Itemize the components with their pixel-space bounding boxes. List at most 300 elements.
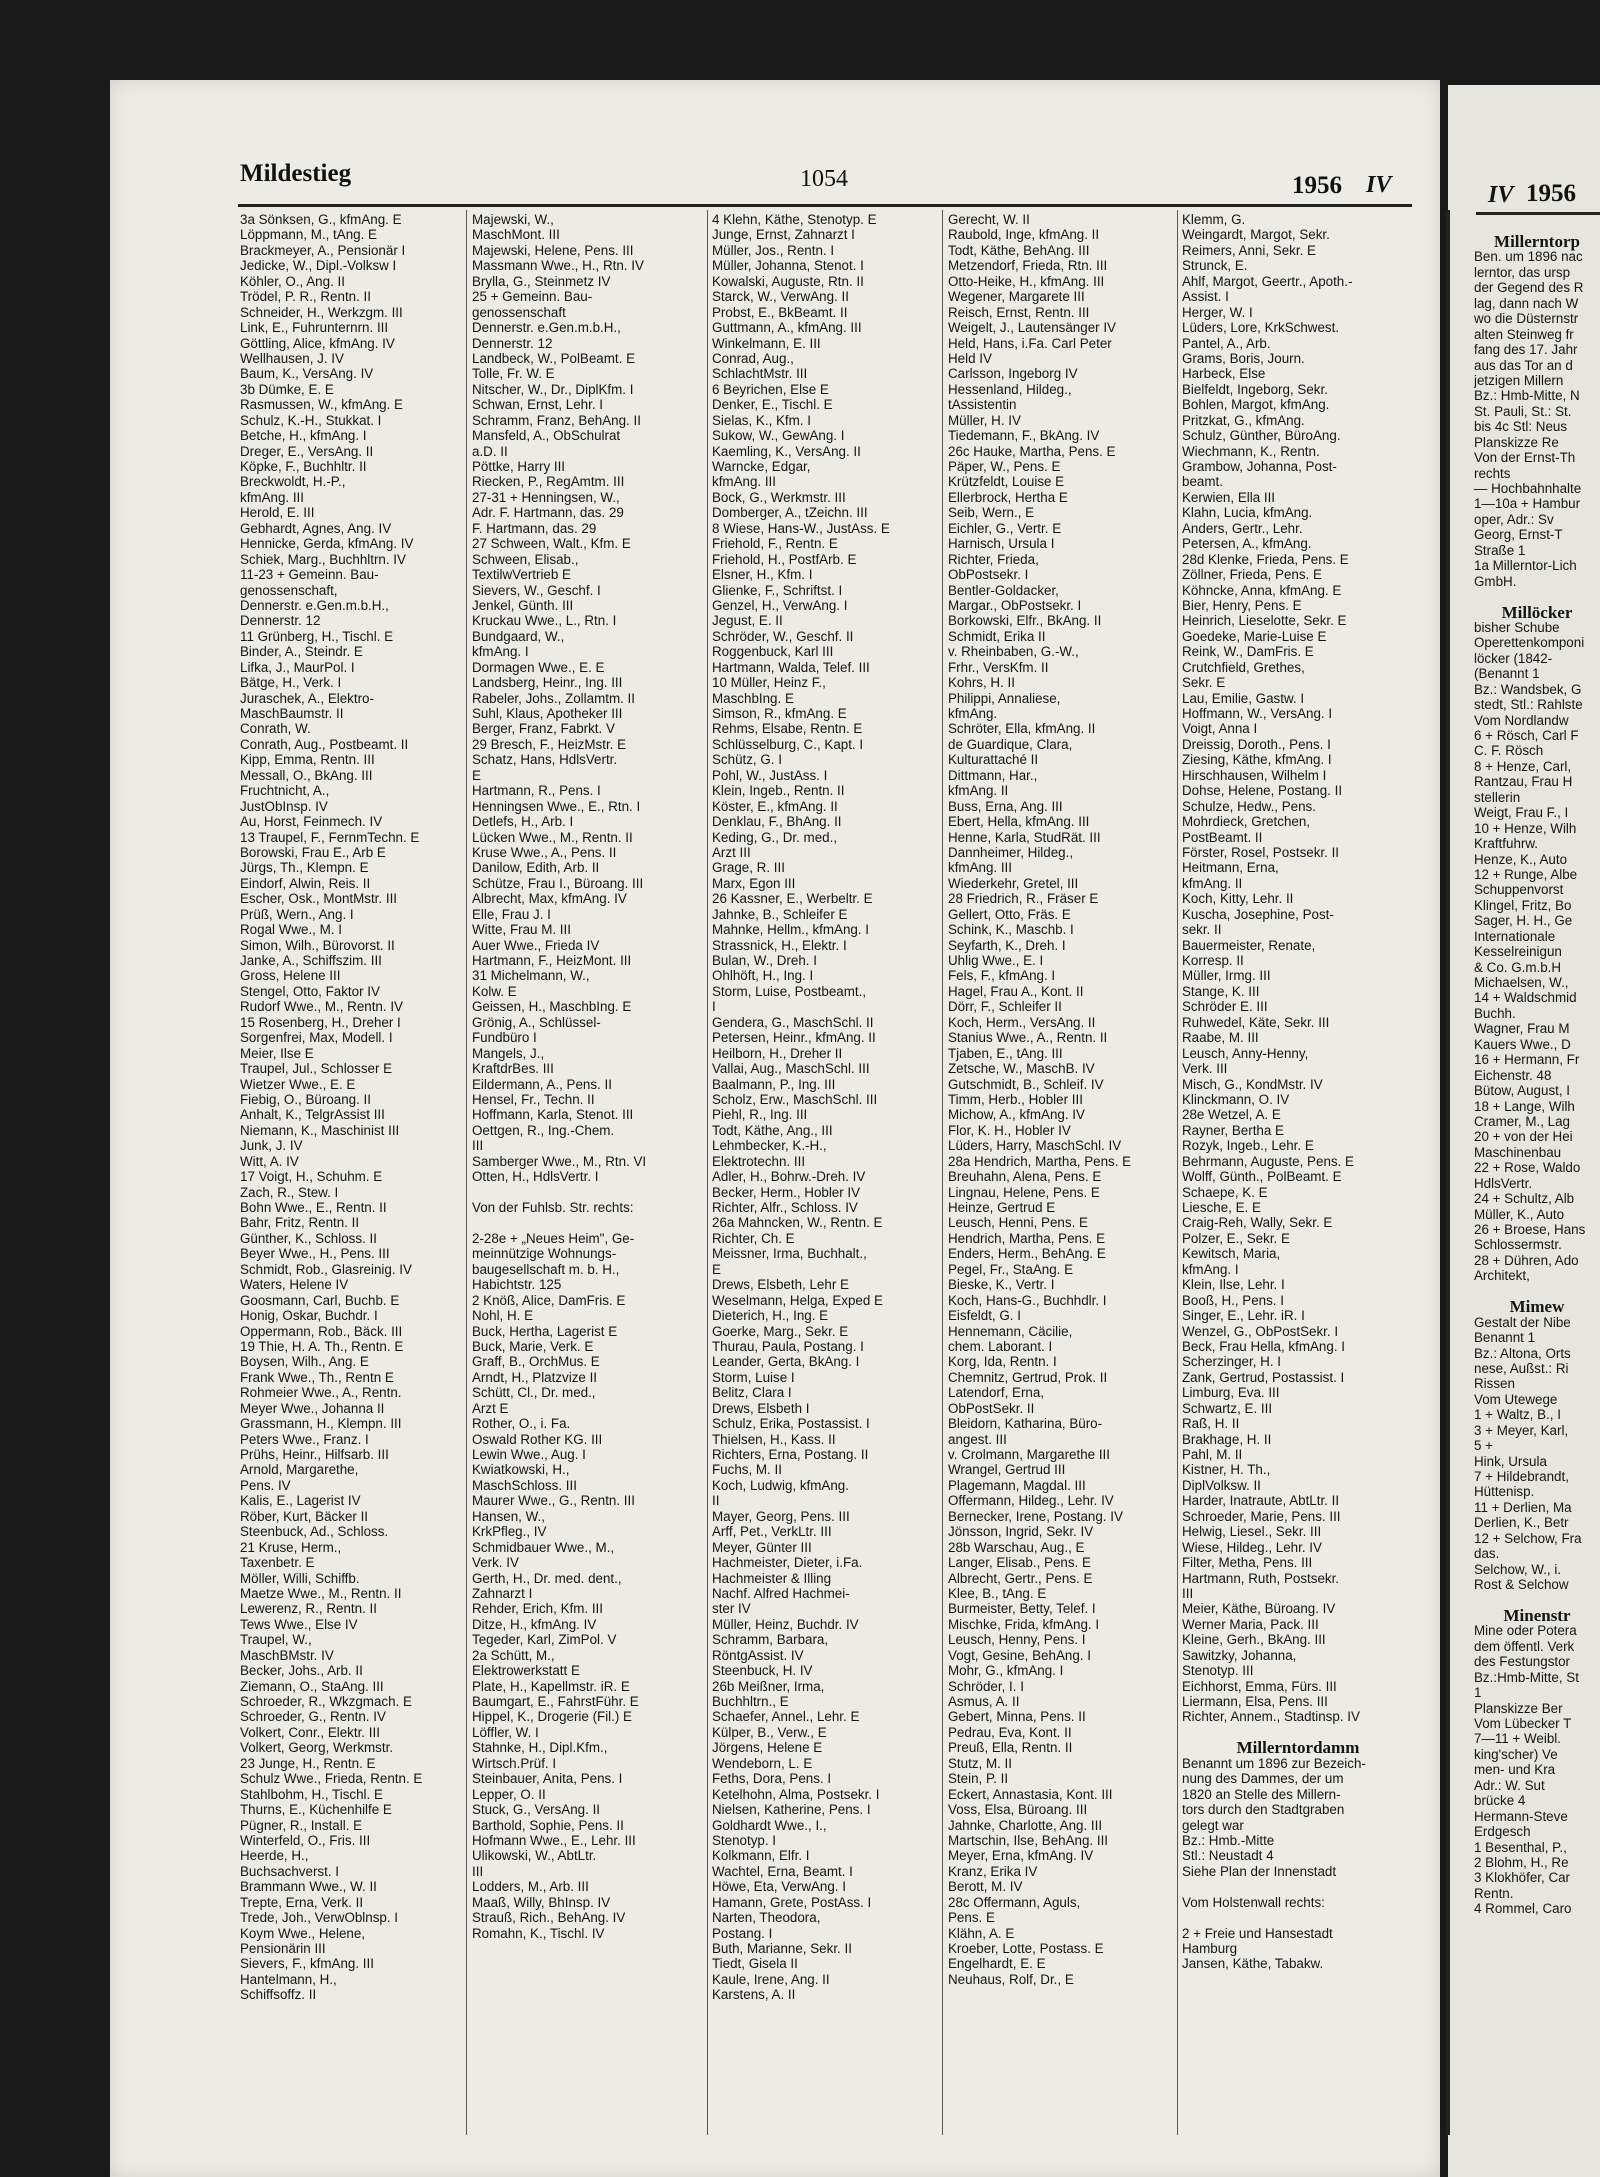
directory-entry: Rehms, Elsabe, Rentn. E [712,721,863,737]
directory-entry: Fruchtnicht, A., [240,783,330,799]
directory-entry: Michaelsen, W., [1474,975,1569,990]
directory-entry: Schulz, Erika, Postassist. I [712,1416,870,1432]
directory-entry: Zöllner, Frieda, Pens. E [1182,567,1322,583]
directory-entry: bisher Schube [1474,619,1560,635]
directory-entry: Barthold, Sophie, Pens. II [472,1817,624,1833]
directory-entry: Hansen, W., [472,1508,545,1524]
directory-entry: Habichtstr. 125 [472,1277,562,1293]
directory-entry: Erdgesch [1474,1824,1531,1840]
directory-entry: Päper, W., Pens. E [948,459,1061,474]
directory-entry: Külper, B., Verw., E [712,1724,827,1740]
directory-entry: Schramm, Barbara, [712,1632,829,1648]
directory-entry: Weingardt, Margot, Sekr. [1182,227,1330,243]
directory-entry: III [1182,1585,1194,1601]
directory-entry: Pügner, R., Install. E [240,1817,363,1833]
directory-entry: Kowalski, Auguste, Rtn. II [712,273,864,289]
directory-entry: Niemann, K., Maschinist III [240,1122,400,1138]
directory-entry: Elsner, H., Kfm. I [712,567,813,583]
directory-entry: Conrath, W. [240,721,311,737]
directory-entry: Weigt, Frau F., I [1474,805,1569,821]
directory-entry: Operettenkomponi [1474,635,1585,651]
directory-entry: Warncke, Edgar, [712,459,811,474]
directory-entry: Rayner, Bertha E [1182,1122,1284,1138]
directory-entry: Volkert, Conr., Elektr. III [240,1724,380,1740]
directory-entry: Leusch, Henny, Pens. I [948,1632,1086,1648]
directory-entry: Korg, Ida, Rentn. I [948,1354,1057,1370]
directory-entry: Planskizze Ber [1474,1700,1563,1716]
directory-entry: Ziesing, Käthe, kfmAng. I [1182,752,1332,768]
directory-entry: JustObInsp. IV [240,798,328,814]
directory-entry: Roggenbuck, Karl III [712,644,834,660]
directory-entry: Kroeber, Lotte, Postass. E [948,1941,1104,1956]
directory-entry: Bier, Henry, Pens. E [1182,597,1302,613]
directory-entry: Offermann, Hildeg., Lehr. IV [948,1493,1114,1509]
directory-entry: Uhlig Wwe., E. I [948,953,1044,968]
directory-entry: Möller, Willi, Schiffb. [240,1570,360,1586]
directory-entry: Eindorf, Alwin, Reis. II [240,875,371,891]
directory-entry: Volkert, Georg, Werkmstr. [240,1740,394,1756]
directory-entry: 28e Wetzel, A. E [1182,1107,1281,1123]
directory-entry: Anhalt, K., TelgrAssist III [240,1107,385,1123]
directory-entry: E [712,1261,721,1277]
directory-entry: Dieterich, H., Ing. E [712,1308,829,1324]
directory-entry: Schink, K., Maschb. I [948,922,1074,938]
directory-entry: Suhl, Klaus, Apotheker III [472,706,623,721]
directory-entry: 26b Meißner, Irma, [712,1678,825,1694]
directory-entry: Strunck, E. [1182,258,1248,274]
directory-entry: Henne, Karla, StudRät. III [948,829,1101,845]
directory-entry: Siehe Plan der Innenstadt [1182,1863,1337,1879]
directory-entry: Stange, K. III [1182,983,1260,999]
directory-entry: Burmeister, Betty, Telef. I [948,1601,1096,1617]
directory-entry: Schlossermstr. [1474,1237,1562,1253]
directory-entry: Hoffmann, Karla, Stenot. III [472,1107,634,1123]
directory-entry: Vom Utewege [1474,1391,1558,1407]
directory-entry: Klähn, A. E [948,1925,1015,1941]
directory-entry: Lehmbecker, K.-H., [712,1138,827,1154]
directory-entry: Albrecht, Max, kfmAng. IV [472,891,627,907]
directory-entry: Beyer Wwe., H., Pens. III [240,1246,390,1262]
directory-entry: Witt, A. IV [240,1153,299,1169]
directory-entry: Kuscha, Josephine, Post- [1182,906,1334,922]
directory-entry: 2-28e + „Neues Heim", Ge- [472,1230,635,1246]
directory-entry: Nohl, H. E [472,1308,534,1324]
directory-entry: 4 Klehn, Käthe, Stenotyp. E [712,212,877,227]
directory-entry [472,1215,705,1230]
directory-entry: Lodders, M., Arb. III [472,1879,589,1895]
directory-entry: Koym Wwe., Helene, [240,1925,366,1941]
directory-entry: Fuchs, M. II [712,1462,782,1478]
directory-entry: Genzel, H., VerwAng. I [712,597,848,613]
directory-entry: Meyer, Günter III [712,1539,812,1555]
directory-entry: Gerth, H., Dr. med. dent., [472,1570,622,1586]
directory-entry: Pöttke, Harry III [472,459,566,474]
directory-entry: Polzer, E., Sekr. E [1182,1230,1290,1246]
directory-entry: Bundgaard, W., [472,628,565,644]
directory-entry: Heilborn, H., Dreher II [712,1045,843,1061]
directory-entry: Cramer, M., Lag [1474,1113,1570,1129]
directory-entry: Dormagen Wwe., E. E [472,659,605,675]
directory-entry: Bz.: Wandsbek, G [1474,681,1582,697]
directory-entry: Verk. IV [472,1555,519,1571]
directory-entry: Henze, K., Auto [1474,851,1568,867]
directory-entry: Arzt E [472,1400,509,1416]
directory-entry: Timm, Herb., Hobler III [948,1091,1083,1107]
directory-entry: Held IV [948,350,992,366]
directory-entry: Steenbuck, H. IV [712,1663,813,1679]
directory-entry: Rantzau, Frau H [1474,774,1573,790]
page-number: 1054 [800,166,848,192]
directory-entry: Wirtsch.Prüf. I [472,1755,557,1771]
directory-entry: Todt, Käthe, BehAng. III [948,242,1090,258]
directory-entry: Jansen, Käthe, Tabakw. [1182,1956,1324,1972]
directory-entry: Baum, K., VersAng. IV [240,366,374,382]
directory-entry: 10 + Henze, Wilh [1474,820,1577,836]
directory-entry: Jahnke, Charlotte, Ang. III [948,1817,1103,1833]
directory-entry: Pantel, A., Arb. [1182,335,1271,351]
directory-entry: Massmann Wwe., H., Rtn. IV [472,258,644,274]
directory-entry: Traupel, Jul., Schlosser E [240,1061,393,1077]
directory-entry: Vogt, Gesine, BehAng. I [948,1647,1091,1663]
directory-entry: Reink, W., DamFris. E [1182,644,1314,660]
directory-entry: Traupel, W., [240,1632,312,1648]
directory-entry: Hamann, Grete, PostAss. I [712,1894,872,1910]
directory-entry: nung des Dammes, der um [1182,1771,1344,1787]
directory-entry: Oppermann, Rob., Bäck. III [240,1323,403,1339]
directory-entry: MaschBaumstr. II [240,706,344,721]
directory-entry: Raß, H. II [1182,1416,1240,1432]
directory-entry: Löppmann, M., tAng. E [240,227,377,243]
directory-entry: Drews, Elsbeth, Lehr E [712,1277,849,1293]
directory-entry: Berger, Franz, Fabrkt. V [472,721,615,737]
directory-entry: Steenbuck, Ad., Schloss. [240,1524,389,1540]
directory-entry: Bz.: Hmb.-Mitte [1182,1832,1275,1848]
directory-entry: Metzendorf, Frieda, Rtn. III [948,258,1108,274]
right-page-column [1474,234,1600,1917]
directory-entry: Stengel, Otto, Faktor IV [240,983,380,999]
directory-entry: Trödel, P. R., Rentn. II [240,289,371,305]
directory-entry: lerntor, das ursp [1474,264,1571,280]
directory-entry: Schütze, Frau I., Büroang. III [472,875,644,891]
directory-entry: Arff, Pet., VerkLtr. III [712,1524,832,1540]
directory-entry: Kranz, Erika IV [948,1863,1038,1879]
directory-entry: Wenzel, G., ObPostSekr. I [1182,1323,1339,1339]
directory-entry: Meyer Wwe., Johanna II [240,1400,385,1416]
directory-entry: Sorgenfrei, Max, Modell. I [240,1030,393,1046]
directory-entry: Scholz, Erw., MaschSchl. III [712,1091,878,1107]
directory-entry: Fels, F., kfmAng. I [948,968,1056,984]
directory-entry: Hessenland, Hildeg., [948,381,1072,397]
directory-entry: Zetsche, W., MaschB. IV [948,1061,1095,1077]
directory-entry: Kesselreinigun [1474,944,1562,960]
directory-entry: Hartmann, R., Pens. I [472,783,601,799]
directory-entry: DiplVolksw. II [1182,1477,1261,1493]
directory-entry: Zahnarzt I [472,1585,533,1601]
directory-entry: 28c Offermann, Aguls, [948,1894,1081,1910]
directory-entry: nese, Außst.: Ri [1474,1360,1569,1376]
directory-entry: Martschin, Ilse, BehAng. III [948,1832,1109,1848]
directory-entry: Kaule, Irene, Ang. II [712,1971,830,1987]
directory-entry: kfmAng. [948,706,998,721]
directory-entry: Buth, Marianne, Sekr. II [712,1941,852,1956]
directory-entry: kfmAng. III [948,860,1012,876]
directory-entry: sekr. II [1182,922,1222,938]
directory-entry: Stanius Wwe., A., Rentn. II [948,1030,1108,1046]
directory-entry: 3 + Meyer, Karl, [1474,1422,1569,1438]
directory-entry: Karstens, A. II [712,1987,796,2003]
directory-entry: Domberger, A., tZeichn. III [712,505,868,521]
directory-entry: KraftdrBes. III [472,1061,554,1077]
directory-entry: Eckert, Annastasia, Kont. III [948,1786,1113,1802]
directory-entry: Langer, Elisab., Pens. E [948,1555,1091,1571]
directory-entry: Schiek, Marg., Buchhltrn. IV [240,551,406,567]
directory-entry: Hachmeister, Dieter, i.Fa. [712,1555,863,1571]
directory-entry: rechts [1474,465,1511,481]
directory-entry: Misch, G., KondMstr. IV [1182,1076,1323,1092]
directory-entry: Stein, P. II [948,1771,1009,1787]
directory-entry: Schulze, Hedw., Pens. [1182,798,1316,814]
directory-entry: Gross, Helene III [240,968,341,984]
directory-entry: Schiffsoffz. II [240,1987,317,2003]
directory-entry: Rentn. [1474,1885,1514,1901]
directory-entry: Schröder, W., Geschf. II [712,628,854,644]
directory-entry: Wellhausen, J. IV [240,350,344,366]
directory-entry: Goerke, Marg., Sekr. E [712,1323,849,1339]
directory-entry: 3a Sönksen, G., kfmAng. E [240,212,402,227]
directory-entry: Voigt, Anna I [1182,721,1258,737]
directory-entry: Danilow, Edith, Arb. II [472,860,600,876]
directory-entry: Becker, Herm., Hobler IV [712,1184,861,1200]
directory-entry: Richter, Frieda, [948,551,1039,567]
directory-entry: Eisfeldt, G. I [948,1308,1021,1324]
directory-entry: 7 + Hildebrandt, [1474,1469,1569,1484]
directory-entry: III [472,1138,484,1154]
directory-entry: Kolw. E [472,983,517,999]
directory-entry: 5 + [1474,1438,1493,1454]
directory-entry: 12 + Runge, Albe [1474,866,1578,882]
directory-entry: Schuppenvorst [1474,882,1564,898]
directory-entry: Baumgart, E., FahrstFühr. E [472,1694,639,1709]
directory-entry: Stl.: Neustadt 4 [1182,1848,1274,1864]
directory-entry: Piehl, R., Ing. III [712,1107,808,1123]
directory-entry: Jahnke, B., Schleifer E [712,906,848,922]
directory-entry: 28a Hendrich, Martha, Pens. E [948,1153,1132,1169]
directory-entry: Otten, H., HdlsVertr. I [472,1169,599,1185]
directory-entry: Craig-Reh, Wally, Sekr. E [1182,1215,1333,1231]
directory-entry [472,1185,705,1200]
directory-entry: 28 Friedrich, R., Fräser E [948,891,1099,907]
directory-entry: Kipp, Emma, Rentn. III [240,752,375,768]
directory-entry: Bock, G., Werkmstr. III [712,489,846,505]
directory-entry: Klein, Ingeb., Rentn. II [712,783,845,799]
directory-entry: Enders, Herm., BehAng. E [948,1246,1106,1262]
directory-entry: Müller, Jos., Rentn. I [712,242,835,258]
directory-entry: 25 + Gemeinn. Bau- [472,289,593,305]
directory-entry: Tiedt, Gisela II [712,1956,798,1972]
directory-entry: Elektrowerkstatt E [472,1663,580,1679]
directory-entry: Meier, Ilse E [240,1045,314,1061]
directory-entry: 2 + Freie und Hansestadt [1182,1925,1333,1941]
directory-entry: fang des 17. Jahr [1474,342,1578,358]
directory-entry: Ruhwedel, Käte, Sekr. III [1182,1014,1330,1030]
directory-entry: Bleidorn, Katharina, Büro- [948,1416,1103,1432]
directory-entry: Liermann, Elsa, Pens. III [1182,1694,1328,1709]
directory-entry: Strassnick, H., Elektr. I [712,937,847,953]
directory-entry: chem. Laborant. I [948,1338,1053,1354]
directory-entry: Drews, Elsbeth I [712,1400,810,1416]
directory-entry: Sager, H. H., Ge [1474,913,1573,929]
directory-entry: Müller, Irmg. III [1182,968,1271,984]
directory-entry: Adr.: W. Sut [1474,1777,1545,1793]
directory-entry: Preuß, Ella, Rentn. II [948,1740,1073,1756]
directory-entry: Maurer Wwe., G., Rentn. III [472,1493,635,1509]
directory-entry: Margar., ObPostsekr. I [948,597,1082,613]
directory-entry: Glienke, F., Schriftst. I [712,582,843,598]
directory-entry: Bieske, K., Vertr. I [948,1277,1055,1293]
directory-entry: Kraftfuhrw. [1474,836,1539,852]
directory-entry: Wiese, Hildeg., Lehr. IV [1182,1539,1322,1555]
directory-entry: Bohn Wwe., E., Rentn. II [240,1200,387,1215]
directory-entry: Pens. E [948,1910,995,1926]
directory-entry: kfmAng. II [948,783,1009,799]
directory-entry: 6 Beyrichen, Else E [712,381,829,397]
directory-entry: Rudorf Wwe., M., Rentn. IV [240,999,403,1015]
directory-entry: Steinbauer, Anita, Pens. I [472,1771,623,1787]
directory-entry: Buck, Marie, Verk. E [472,1338,594,1354]
directory-entry: Schwartz, E. III [1182,1400,1273,1416]
directory-entry: Ben. um 1896 nac [1474,249,1583,265]
directory-entry: Richter, Alfr., Schloss. IV [712,1200,858,1215]
directory-entry: Heinrich, Lieselotte, Sekr. E [1182,613,1347,629]
directory-entry: Binder, A., Steindr. E [240,644,363,660]
directory-entry: Rasmussen, W., kfmAng. E [240,397,403,413]
directory-entry: 11 + Derlien, Ma [1474,1499,1572,1515]
directory-entry: Schneider, H., Werkzgm. III [240,304,403,320]
directory-entry: Boysen, Wilh., Ang. E [240,1354,369,1370]
directory-entry: Benannt um 1896 zur Bezeich- [1182,1755,1366,1771]
directory-entry: Oettgen, R., Ing.-Chem. [472,1122,615,1138]
directory-entry: men- und Kra [1474,1762,1556,1778]
column-divider [942,210,943,2135]
directory-entry: Asmus, A. II [948,1694,1020,1709]
directory-entry: der Gegend des R [1474,280,1584,296]
directory-entry: Elektrotechn. III [712,1153,806,1169]
directory-entry: 2 Knöß, Alice, DamFris. E [472,1292,626,1308]
directory-entry: Oswald Rother KG. III [472,1431,603,1447]
directory-entry: Winkelmann, E. III [712,335,821,351]
directory-entry: Jönsson, Ingrid, Sekr. IV [948,1524,1094,1540]
directory-entry: Todt, Käthe, Ang., III [712,1122,833,1138]
directory-entry: Kruckau Wwe., L., Rtn. I [472,613,617,629]
directory-entry: Schlüsselburg, C., Kapt. I [712,736,864,752]
directory-entry: Internationale [1474,928,1556,944]
directory-entry: Von der Ernst-Th [1474,450,1576,466]
directory-entry: Bentler-Goldacker, [948,582,1059,598]
directory-entry: Goldhardt Wwe., I., [712,1817,827,1833]
directory-entry: Rozyk, Ingeb., Lehr. E [1182,1138,1314,1154]
directory-entry: Otto-Heike, H., kfmAng. III [948,273,1105,289]
directory-entry: Thielsen, H., Kass. II [712,1431,836,1447]
directory-entry: Arndt, H., Platzvize II [472,1369,598,1385]
directory-entry: Messall, O., BkAng. III [240,767,373,783]
directory-entry: Mohrdieck, Gretchen, [1182,814,1311,830]
directory-entry: Architekt, [1474,1268,1530,1284]
directory-entry: Hüttenisp. [1474,1484,1535,1500]
directory-entry: Lifka, J., MaurPol. I [240,659,355,675]
directory-entry: RöntgAssist. IV [712,1647,804,1663]
directory-entry: Maschinenbau [1474,1144,1562,1160]
directory-entry: Wrangel, Gertrud III [948,1462,1066,1478]
directory-entry: Tjaben, E., tAng. III [948,1045,1063,1061]
directory-entry: Richter, Annem., Stadtinsp. IV [1182,1709,1360,1725]
directory-entry: Nachf. Alfred Hachmei- [712,1585,850,1601]
directory-entry: 3b Dümke, E. E [240,381,334,397]
directory-entry: Müller, Johanna, Stenot. I [712,258,864,274]
directory-entry: Meyer, Erna, kfmAng. IV [948,1848,1094,1864]
directory-entry: Köhler, O., Ang. II [240,273,345,289]
directory-entry: Schröder, I. I [948,1678,1024,1694]
directory-entry: Elle, Frau J. I [472,906,551,922]
directory-entry: 26c Hauke, Martha, Pens. E [948,443,1116,459]
directory-entry: Richters, Erna, Postang. II [712,1447,869,1462]
directory-entry: brücke 4 [1474,1793,1526,1809]
directory-entry: v. Crolmann, Margarethe III [948,1447,1110,1462]
directory-entry: tAssistentin [948,397,1017,413]
directory-entry: Ellerbrock, Hertha E [948,489,1068,505]
directory-entry: Philippi, Annaliese, [948,690,1061,706]
directory-entry: Schmidbauer Wwe., M., [472,1539,615,1555]
directory-entry: Stuck, G., VersAng. II [472,1802,601,1818]
directory-entry: Köster, E., kfmAng. II [712,798,838,814]
directory-entry: Mayer, Georg, Pens. III [712,1508,850,1524]
directory-entry: 26 + Broese, Hans [1474,1222,1586,1237]
directory-entry: Becker, Johs., Arb. II [240,1663,363,1679]
directory-entry: Lüders, Harry, MaschSchl. IV [948,1138,1122,1154]
directory-entry: Lücken Wwe., M., Rentn. II [472,829,633,845]
directory-entry: Pens. IV [240,1477,291,1493]
directory-entry: Trede, Joh., VerwOblnsp. I [240,1910,399,1926]
directory-entry: Gebert, Minna, Pens. II [948,1709,1086,1725]
directory-entry: Köhncke, Anna, kfmAng. E [1182,582,1342,598]
directory-entry: Rissen [1474,1376,1515,1392]
directory-entry: Buchhltrn., E [712,1694,789,1709]
directory-entry: Arnold, Margarethe, [240,1462,359,1478]
directory-entry: Rogal Wwe., M. I [240,922,342,938]
directory-entry: III [472,1863,484,1879]
directory-entry: Plate, H., Kapellmstr. iR. E [472,1678,630,1694]
directory-entry: Meier, Käthe, Büroang. IV [1182,1601,1336,1617]
directory-entry: Hennicke, Gerda, kfmAng. IV [240,536,414,552]
directory-entry: Harder, Inatraute, AbtLtr. II [1182,1493,1340,1509]
directory-entry: 15 Rosenberg, H., Dreher I [240,1014,401,1030]
directory-entry: MaschBMstr. IV [240,1647,334,1663]
directory-entry: Rohmeier Wwe., A., Rentn. [240,1385,402,1401]
directory-entry: Koch, Kitty, Lehr. II [1182,891,1294,907]
directory-entry: meinnützige Wohnungs- [472,1246,617,1262]
directory-entry: Filter, Metha, Pens. III [1182,1555,1313,1571]
directory-entry: Georg, Ernst-T [1474,527,1563,543]
directory-entry: Dannheimer, Hildeg., [948,844,1074,860]
directory-entry: aus das Tor an d [1474,357,1573,373]
directory-entry: Brackmeyer, A., Pensionär I [240,242,406,258]
directory-entry: stedt, Stl.: Rahlste [1474,697,1583,713]
directory-entry: king'scher) Ve [1474,1746,1558,1762]
directory-entry: Albrecht, Gertr., Pens. E [948,1570,1093,1586]
directory-entry: Storm, Luise, Postbeamt., [712,983,867,999]
header-rule [238,204,1412,207]
directory-entry: Latendorf, Erna, [948,1385,1045,1401]
directory-entry: ObPostSekr. II [948,1400,1035,1416]
